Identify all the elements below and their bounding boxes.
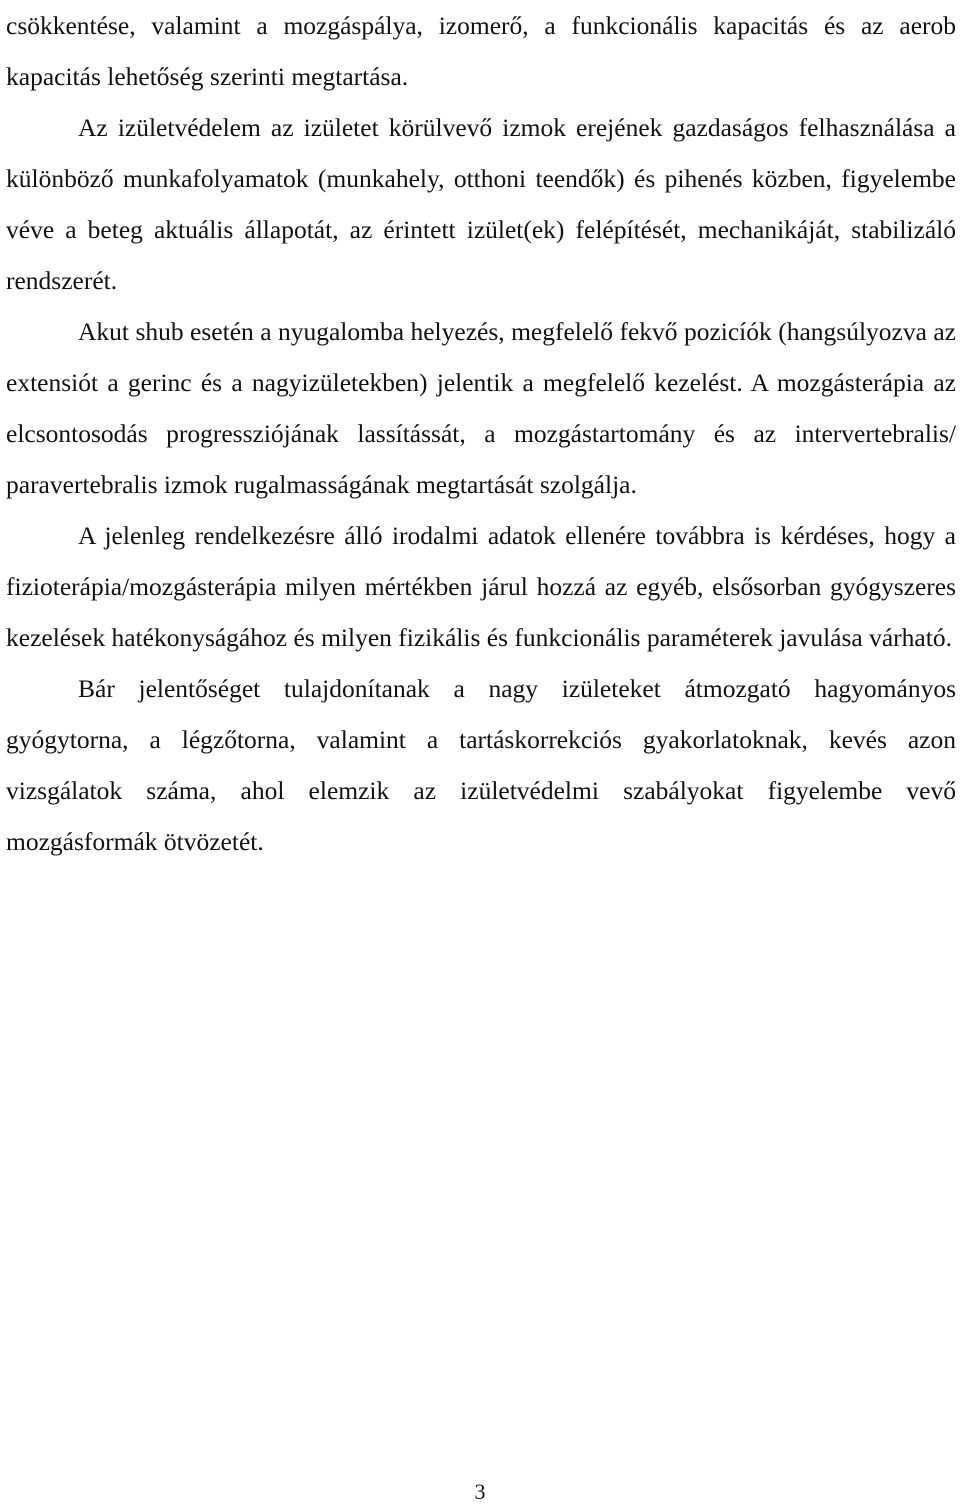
paragraph-joint-protection: Az izületvédelem az izületet körülvevő izmok erejének gazdaságos felhasználása a különböző munkafolyamatok (munkahely, otthoni teendők) és pihenés közben, figyelembe véve a beteg aktuális állapotát, az érintett izület(ek) felépítését, mechanikáját, stabilizáló rendszerét. bbox=[6, 113, 956, 295]
paragraph-literature: A jelenleg rendelkezésre álló irodalmi adatok ellenére továbbra is kérdéses, hogy a fizioterápia/mozgásterápia milyen mértékben járul hozzá az egyéb, elsősorban gyógyszeres kezelések hatékonyságához és milyen fizikális és funkcionális paraméterek javulása várható. bbox=[6, 521, 956, 652]
page-number: 3 bbox=[474, 1479, 486, 1504]
paragraph-continued: csökkentése, valamint a mozgáspálya, izomerő, a funkcionális kapacitás és az aerob kapacitás lehetőség szerinti megtartása. bbox=[6, 11, 956, 91]
paragraph-acute-shub: Akut shub esetén a nyugalomba helyezés, megfelelő fekvő pozicíók (hangsúlyozva az extensiót a gerinc és a nagyizületekben) jelentik a megfelelő kezelést. A mozgásterápia az elcsontosodás progressziójának lassítássát, a mozgástartomány és az intervertebralis/ paravertebralis izmok rugalmasságának megtartását szolgálja. bbox=[6, 317, 956, 499]
body-text bbox=[6, 0, 956, 867]
paragraph-exercise-forms: Bár jelentőséget tulajdonítanak a nagy izületeket átmozgató hagyományos gyógytorna, a légzőtorna, valamint a tartáskorrekciós gyakorlatoknak, kevés azon vizsgálatok száma, ahol elemzik az izületvédelmi szabályokat figyelembe vevő mozgásformák ötvözetét. bbox=[6, 674, 956, 856]
